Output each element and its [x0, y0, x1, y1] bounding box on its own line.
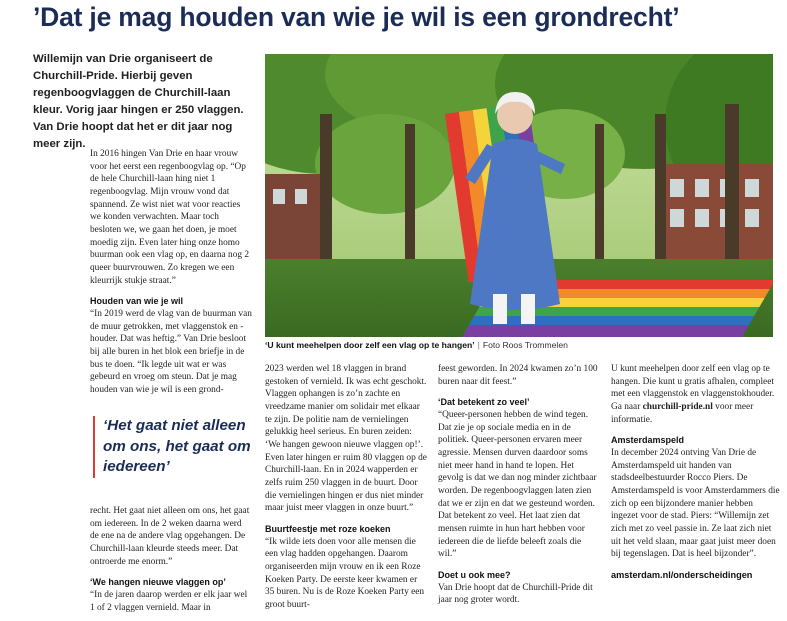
body-paragraph: In december 2024 ontving Van Drie de Amsterdamspeld uit handen van stadsdeelbestuurder Rocco Piers. De Amsterdamspeld is voor Amsterdammers die zich op een bijzondere manier hebben ingezet voor de stad. Piers: “Willemijn zet zich met zo veel passie in. Ze laat zich niet uit het veld slaan, maar gaat juist meer doen bij tegenslagen. Dat is heel bijzonder”. [611, 447, 780, 560]
photo-illustration [265, 54, 773, 337]
subheading-amsterdamspeld: Amsterdamspeld [611, 435, 685, 446]
body-paragraph: “In 2019 werd de vlag van de buurman van de muur getrokken, met vlaggenstok en -houder. Dat was heftig.” Van Drie besloot bij alle buren in het blok een briefje in de bus te doen. “Ik legde uit wat er was gebeurd en vroeg om steun. Dat je mag houden van wie je wil is een grond- [90, 308, 252, 395]
body-paragraph: “Queer-personen hebben de wind tegen. Dat zie je op sociale media en in de politiek. Queer-personen ervaren meer agressie. Mensen durven daardoor soms niet meer hand in hand te lopen. Het gevolg is dat we dan nog minder zichtbaar worden. De regenboogvlaggen laten zien dat we er zijn en dat we gesteund worden. Dat betekent zo veel. Het laat zien dat mensen ruimte in hun hart hebben voor iedereen die de liefde beleeft zoals die wil.” [438, 409, 597, 560]
body-text: U kunt meehelpen door zelf een vlag op te hangen. Die kunt u gratis afhalen, compleet met een vlaggenstok en vlaggenstokhouder. Ga naar [611, 364, 775, 412]
subheading-buurt: Buurtfeestje met roze koeken [265, 523, 391, 534]
body-paragraph [611, 363, 781, 426]
photo-credit: Foto Roos Trommelen [482, 340, 568, 350]
column-2 [265, 363, 428, 611]
body-paragraph: “In de jaren daarop werden er elk jaar wel 1 of 2 vlaggen vernield. Maar in [90, 589, 248, 613]
body-paragraph: feest geworden. In 2024 kwamen zo’n 100 buren naar dit feest.” [438, 364, 598, 387]
subheading-nieuwe: ‘We hangen nieuwe vlaggen op’ [90, 577, 226, 588]
column-4 [611, 363, 781, 582]
photo-caption [265, 340, 785, 350]
column-3 [438, 363, 601, 607]
body-text: voor meer informatie. [611, 401, 754, 425]
column-1-bottom [90, 505, 252, 614]
churchill-pride-link[interactable]: churchill-pride.nl [642, 401, 713, 412]
subheading-mee: Doet u ook mee? [438, 569, 511, 580]
column-1-top [90, 148, 252, 396]
amsterdam-onderscheidingen-link[interactable]: amsterdam.nl/onderscheidingen [611, 569, 753, 580]
caption-separator: | [477, 340, 480, 350]
article-headline: ’Dat je mag houden van wie je wil is een grondrecht’ [33, 2, 680, 32]
article-intro: Willemijn van Drie organiseert de Churchill-Pride. Hierbij geven regenboogvlaggen de Churchill-laan kleur. Vorig jaar hingen er 250 vlaggen. Van Drie hoopt dat het er dit jaar nog meer zijn. [33, 53, 244, 150]
body-paragraph: “Ik wilde iets doen voor alle mensen die een vlag hadden opgehangen. Daarom organiseerden mijn vrouw en ik een Roze Koeken Party. De eerste keer kwamen er 35 buren. Nu is de Roze Koeken Party een groot buurt- [265, 536, 425, 610]
article-photo [265, 54, 773, 337]
body-paragraph: Van Drie hoopt dat de Churchill-Pride dit jaar nog groter wordt. [438, 582, 593, 606]
pull-quote: ‘Het gaat niet alleen om ons, het gaat om iedereen’ [93, 416, 253, 478]
subheading-houden: Houden van wie je wil [90, 296, 184, 307]
body-paragraph: In 2016 hingen Van Drie en haar vrouw voor het eerst een regenboogvlag op. “Op de hele Churchill-laan hing niet 1 regenboogvlag. Mijn vrouw vond dat spannend. Ze wist niet wat voor reacties we konden verwachten. Maar toch besloten we, we gaan het doen, je moet moedig zijn. Even later hing onze homo buurman ook een vlag op, en daarna nog 2 queer buurvrouwen. Zo kregen we een kleurrijk stukje straat.” [90, 149, 250, 286]
body-paragraph: 2023 werden wel 18 vlaggen in brand gestoken of vernield. Ik was echt geschokt. Vlaggen ophangen is zo’n zachte en vreedzame manier om solidair met elkaar te zijn. De politie nam de vernielingen gelukkig heel serieus. En buren zeiden: ‘We hangen gewoon nieuwe vlaggen op!’. Even later hingen er ruim 80 vlaggen op de Churchill-laan. En in 2024 wapperden er zelfs ruim 250 vlaggen in de buurt. Door die vernielingen hingen er dus niet minder maar juist meer vlaggen in onze buurt.” [265, 364, 427, 514]
subheading-veel: ‘Dat betekent zo veel’ [438, 397, 530, 408]
body-paragraph: recht. Het gaat niet alleen om ons, het gaat om iedereen. In de 2 weken daarna werd de ene na de andere vlag opgehangen. De Churchill-laan kleurde steeds meer. Dat ontroerde me enorm.” [90, 506, 250, 567]
caption-text: ‘U kunt meehelpen door zelf een vlag op te hangen’ [265, 340, 475, 350]
